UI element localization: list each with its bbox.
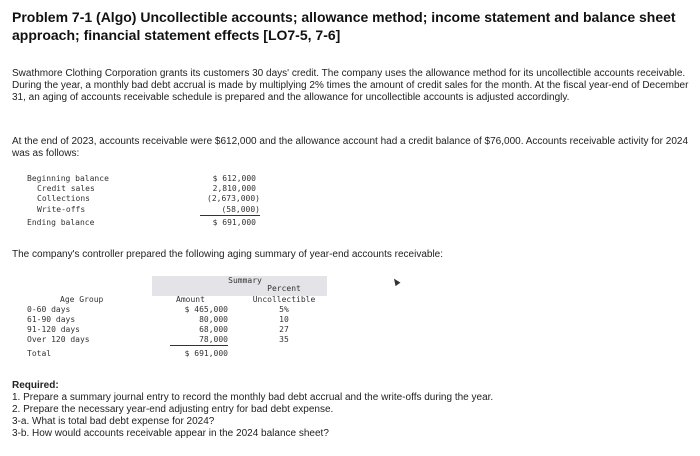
aging-percent-3: 35 bbox=[279, 335, 289, 344]
aging-percent-2: 27 bbox=[279, 325, 289, 334]
aging-group-2: 91-120 days bbox=[27, 325, 80, 334]
context-paragraph: At the end of 2023, accounts receivable were $612,000 and the allowance account had a credit balance of $76,000. Accounts receivable activity for 2024 was as follows: bbox=[12, 136, 689, 159]
required-section bbox=[12, 380, 692, 440]
aging-total-amount: $ 691,000 bbox=[184, 349, 228, 358]
aging-percent-0: 5% bbox=[279, 305, 289, 314]
activity-label-collections: Collections bbox=[37, 194, 90, 203]
aging-group-0: 0-60 days bbox=[27, 305, 71, 314]
activity-value-credit-sales: 2,810,000 bbox=[212, 184, 256, 193]
aging-amount-1: 80,000 bbox=[199, 315, 228, 324]
activity-value-collections: (2,673,000) bbox=[207, 194, 260, 203]
amount-header: Amount bbox=[176, 295, 205, 304]
activity-label-ending: Ending balance bbox=[27, 218, 95, 227]
age-group-header: Age Group bbox=[60, 295, 104, 304]
required-item-3a: 3-a. What is total bad debt expense for 2024? bbox=[12, 416, 215, 427]
activity-label-beginning: Beginning balance bbox=[27, 174, 109, 183]
required-item-2: 2. Prepare the necessary year-end adjusting entry for bad debt expense. bbox=[12, 404, 334, 415]
percent-header-line1: Percent bbox=[267, 284, 301, 293]
aging-amount-3: 78,000 bbox=[170, 335, 228, 346]
problem-title: Problem 7-1 (Algo) Uncollectible accounts; allowance method; income statement and balance sheet approach; financial statement effects [LO7-5, 7-6] bbox=[12, 9, 676, 43]
summary-label: Summary bbox=[228, 276, 262, 285]
activity-value-ending: $ 691,000 bbox=[212, 218, 256, 227]
mouse-cursor-icon bbox=[392, 277, 401, 286]
activity-value-write-offs: (58,000) bbox=[200, 205, 260, 216]
aging-group-1: 61-90 days bbox=[27, 315, 76, 324]
required-item-1: 1. Prepare a summary journal entry to record the monthly bad debt accrual and the write-offs during the year. bbox=[12, 392, 494, 403]
required-heading: Required: bbox=[12, 380, 59, 391]
intro-paragraph: Swathmore Clothing Corporation grants its customers 30 days' credit. The company uses the allowance method for its uncollectible accounts receivable. During the year, a monthly bad debt accrual is made by multiplying 2% times the amount of credit sales for the month. At the fiscal year-end of December 31, an aging of accounts receivable schedule is prepared and the allowance for uncollectible accounts is adjusted accordingly. bbox=[12, 68, 689, 103]
aging-amount-2: 68,000 bbox=[199, 325, 228, 334]
aging-intro: The company's controller prepared the following aging summary of year-end accounts receivable: bbox=[12, 249, 444, 260]
activity-label-write-offs: Write-offs bbox=[37, 205, 86, 214]
aging-total-label: Total bbox=[27, 349, 52, 358]
aging-percent-1: 10 bbox=[279, 315, 289, 324]
activity-value-beginning: $ 612,000 bbox=[212, 174, 256, 183]
percent-header-line2: Uncollectible bbox=[252, 295, 316, 304]
aging-amount-0: $ 465,000 bbox=[184, 305, 228, 314]
aging-group-3: Over 120 days bbox=[27, 335, 90, 344]
activity-label-credit-sales: Credit sales bbox=[37, 184, 95, 193]
required-item-3b: 3-b. How would accounts receivable appear in the 2024 balance sheet? bbox=[12, 428, 329, 439]
